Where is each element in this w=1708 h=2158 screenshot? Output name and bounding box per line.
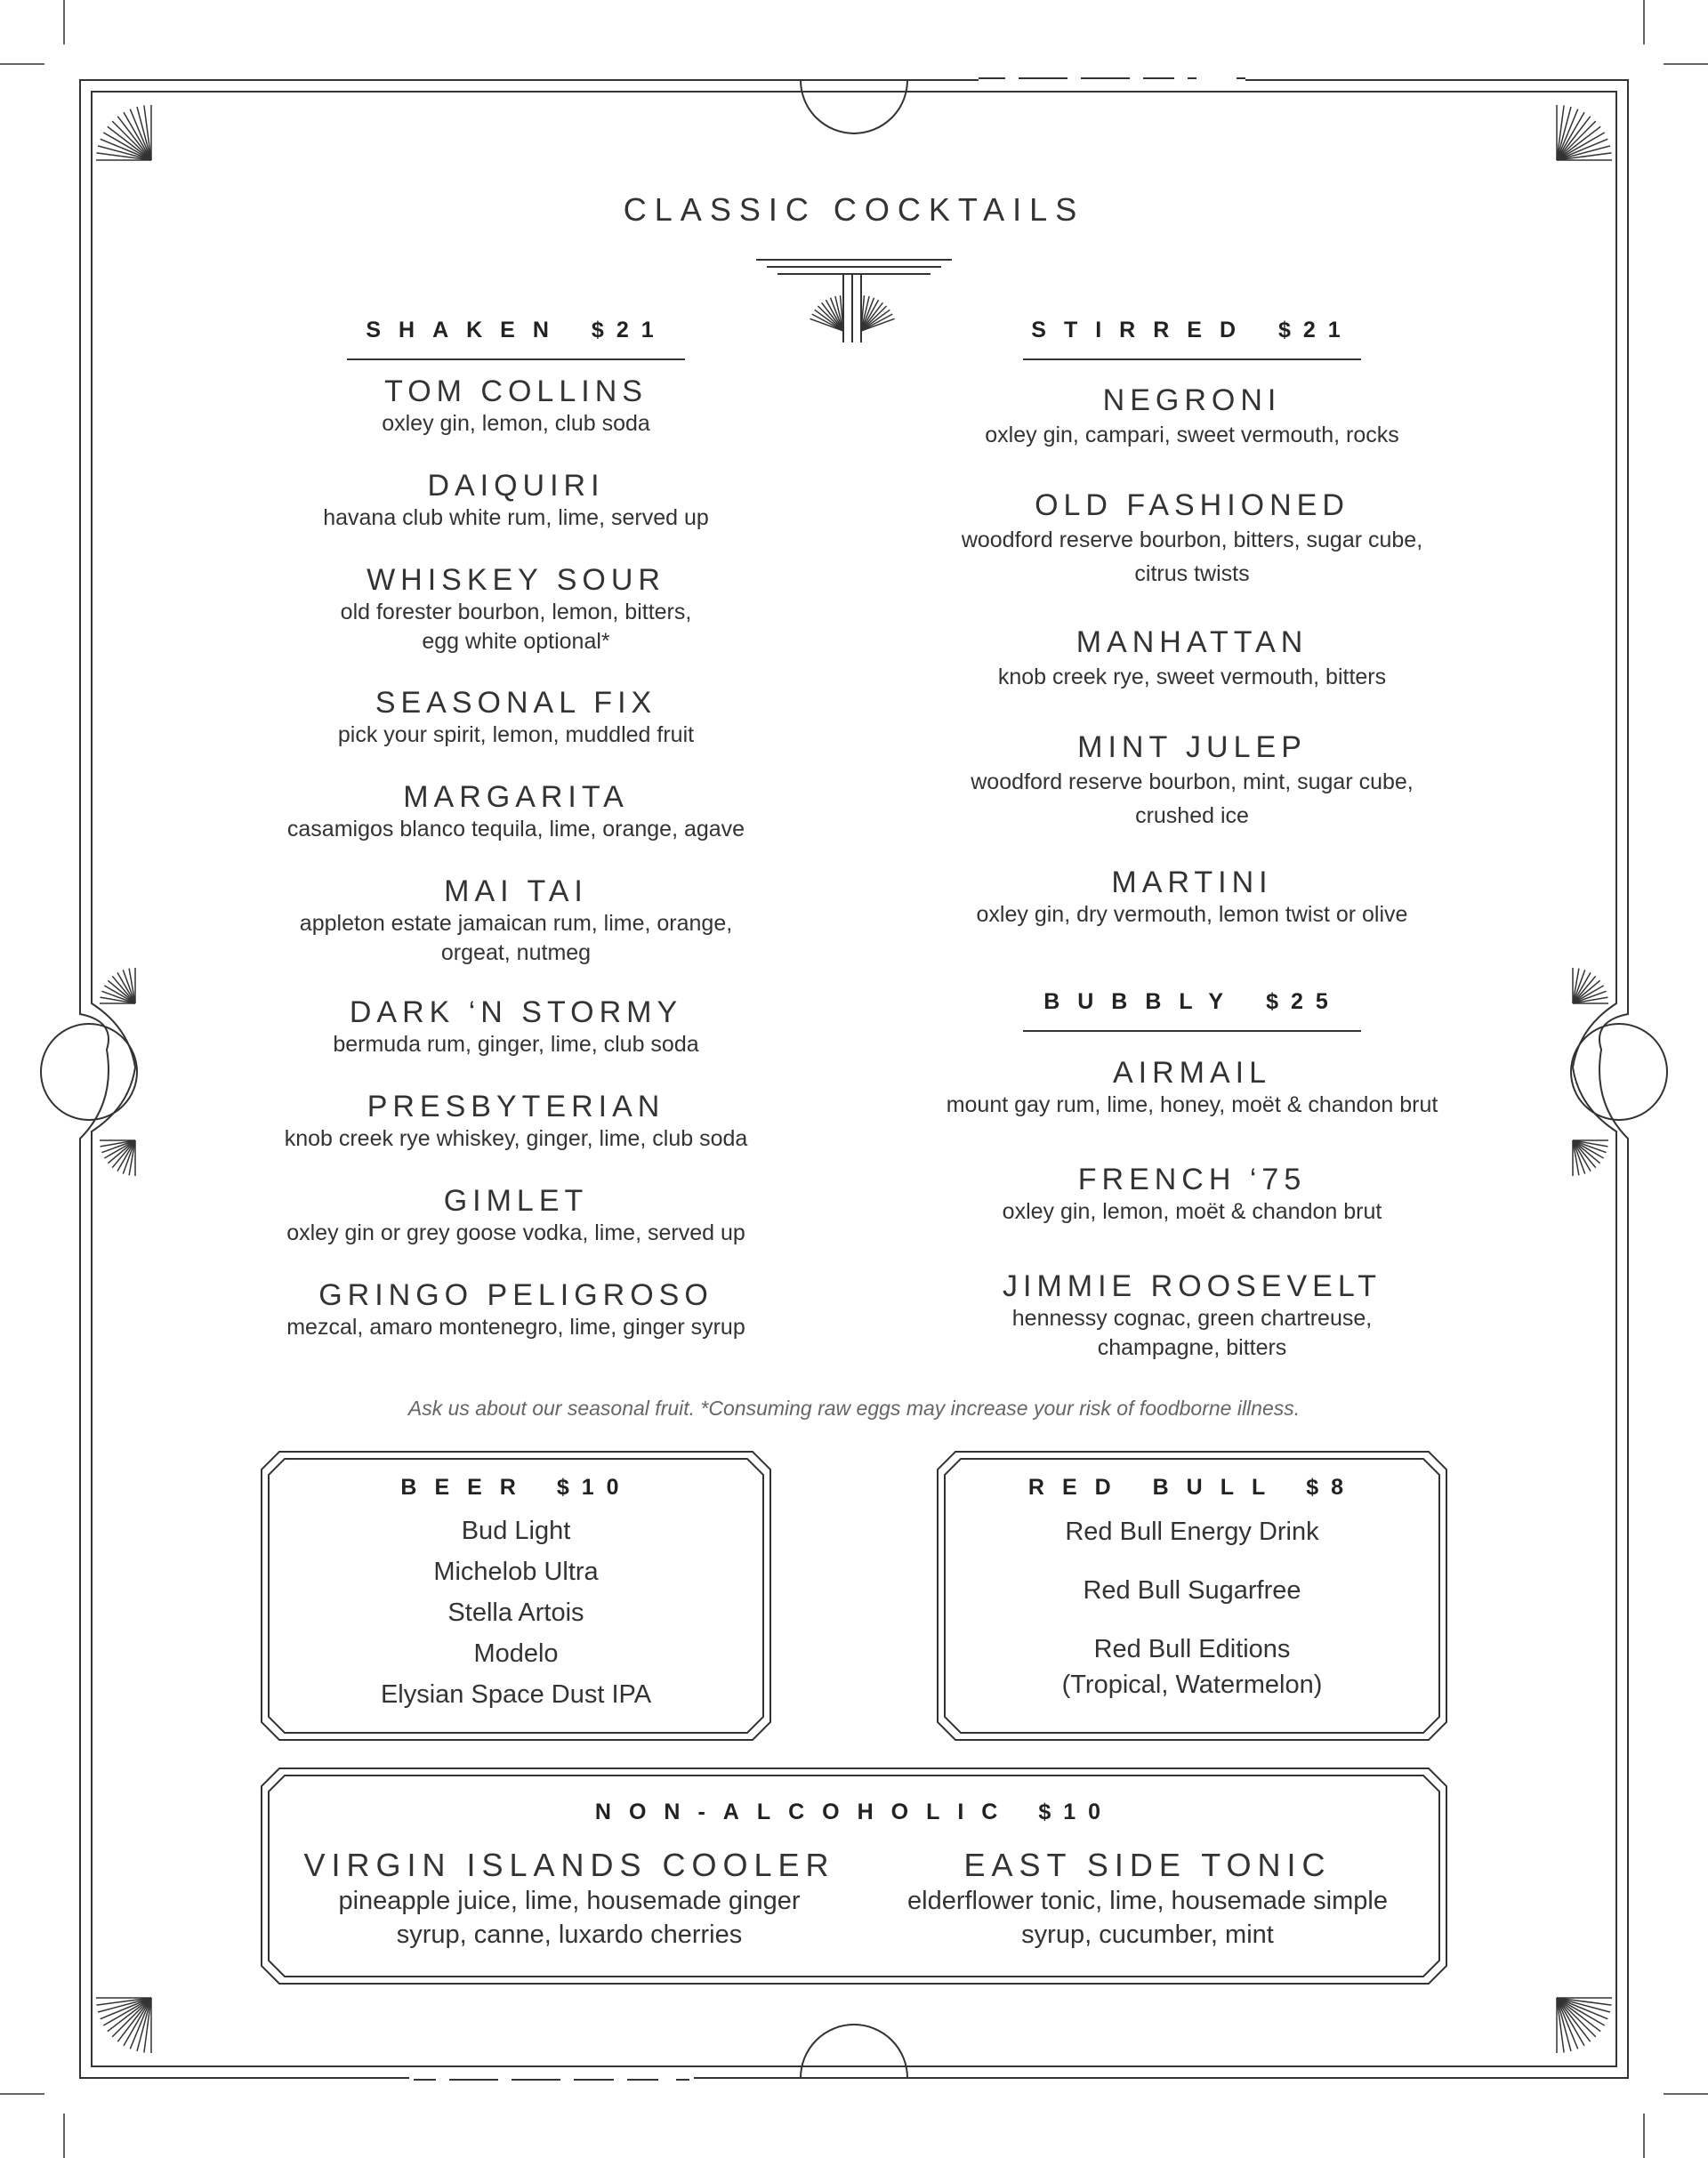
- list-item: [925, 865, 1459, 930]
- bubbly-heading: [1023, 989, 1361, 1015]
- item-name: DAIQUIRI: [427, 469, 605, 503]
- item-name: TOM COLLINS: [384, 374, 648, 408]
- item-name: GRINGO PELIGROSO: [318, 1278, 713, 1312]
- item-desc: syrup, cucumber, mint: [1021, 1920, 1274, 1949]
- item-name: SEASONAL FIX: [375, 686, 657, 720]
- stirred-heading: [1023, 318, 1361, 343]
- item-desc: elderflower tonic, lime, housemade simple: [907, 1887, 1388, 1915]
- allergy-note: Ask us about our seasonal fruit. *Consuming raw eggs may increase your risk of foodborne illness.: [407, 1397, 1301, 1420]
- list-item: [249, 562, 783, 656]
- item-desc: oxley gin, campari, sweet vermouth, rocks: [985, 423, 1399, 447]
- item-desc: pineapple juice, lime, housemade ginger: [338, 1887, 801, 1915]
- list-item: [925, 624, 1459, 694]
- item-name: VIRGIN ISLANDS COOLER: [303, 1847, 835, 1883]
- item-desc: woodford reserve bourbon, mint, sugar cube,: [971, 769, 1414, 794]
- item-name: GIMLET: [443, 1184, 589, 1218]
- list-item: (Tropical, Watermelon): [1061, 1671, 1323, 1699]
- sunburst-icon: [100, 968, 135, 1003]
- list-item: [925, 1268, 1459, 1363]
- stirred-heading-label: STIRRED: [1031, 318, 1253, 342]
- sunburst-icon: [100, 1140, 135, 1176]
- list-item: [925, 382, 1459, 452]
- beer-heading: [267, 1475, 765, 1501]
- list-item: [249, 1183, 783, 1248]
- item-name: WHISKEY SOUR: [367, 563, 665, 597]
- item-desc: syrup, canne, luxardo cherries: [396, 1920, 743, 1949]
- item-name: FRENCH ‘75: [1077, 1163, 1307, 1196]
- list-item: [249, 874, 783, 968]
- list-item: Elysian Space Dust IPA: [380, 1680, 652, 1709]
- nonalcoholic-heading-label: NON-ALCOHOLIC: [594, 1800, 1016, 1824]
- list-item: [925, 729, 1459, 833]
- item-name: MAI TAI: [444, 874, 588, 908]
- list-item: Bud Light: [461, 1517, 571, 1545]
- item-desc: citrus twists: [1134, 561, 1250, 586]
- page-title: CLASSIC COCKTAILS: [623, 191, 1085, 228]
- list-item: [872, 1847, 1423, 1952]
- item-desc: crushed ice: [1135, 803, 1249, 828]
- beer-list: [267, 1510, 765, 1715]
- redbull-heading: [943, 1475, 1441, 1501]
- item-name: MANHATTAN: [1076, 625, 1309, 659]
- list-item: [249, 468, 783, 533]
- sunburst-icon: [861, 295, 895, 331]
- item-desc: appleton estate jamaican rum, lime, orange,: [299, 911, 733, 936]
- beer-heading-label: BEER: [400, 1475, 534, 1500]
- list-item: [925, 1055, 1459, 1120]
- list-item: Modelo: [473, 1639, 559, 1668]
- sunburst-icon: [1573, 968, 1608, 1003]
- list-item: [249, 779, 783, 844]
- item-desc: champagne, bitters: [1097, 1335, 1287, 1360]
- list-item: [249, 1089, 783, 1154]
- redbull-list: [943, 1514, 1441, 1703]
- sunburst-icon: [810, 295, 843, 331]
- item-desc: oxley gin or grey goose vodka, lime, served up: [286, 1220, 745, 1245]
- nonalcoholic-price: $10: [1038, 1800, 1114, 1824]
- list-item: [249, 374, 783, 439]
- item-name: NEGRONI: [1102, 383, 1282, 417]
- sunburst-icon: [1573, 1140, 1608, 1176]
- item-desc: oxley gin, lemon, club soda: [382, 411, 650, 436]
- item-desc: hennessy cognac, green chartreuse,: [1011, 1306, 1373, 1331]
- shaken-price: $21: [591, 318, 666, 342]
- item-name: JIMMIE ROOSEVELT: [1003, 1269, 1382, 1303]
- list-item: [285, 1847, 854, 1952]
- list-item: [925, 1162, 1459, 1227]
- stirred-price: $21: [1278, 318, 1353, 342]
- item-name: OLD FASHIONED: [1035, 488, 1349, 522]
- item-desc: mount gay rum, lime, honey, moët & chandon brut: [946, 1092, 1438, 1117]
- item-desc: woodford reserve bourbon, bitters, sugar cube,: [961, 527, 1423, 552]
- list-item: [925, 487, 1459, 591]
- list-item: Red Bull Sugarfree: [1083, 1576, 1301, 1605]
- bubbly-heading-label: BUBBLY: [1043, 989, 1242, 1014]
- sunburst-icon: [96, 105, 151, 160]
- item-name: MARGARITA: [403, 780, 629, 814]
- item-desc: egg white optional*: [422, 629, 610, 654]
- item-desc: orgeat, nutmeg: [440, 940, 592, 965]
- item-name: MARTINI: [1111, 866, 1273, 899]
- redbull-heading-label: RED BULL: [1027, 1475, 1284, 1500]
- list-item: Red Bull Energy Drink: [1065, 1518, 1319, 1546]
- list-item: Stella Artois: [447, 1598, 584, 1627]
- bottom-semicircle: [801, 2025, 907, 2078]
- item-desc: knob creek rye, sweet vermouth, bitters: [997, 664, 1387, 689]
- sunburst-icon: [1557, 105, 1612, 160]
- shaken-heading: [347, 318, 685, 343]
- item-desc: bermuda rum, ginger, lime, club soda: [333, 1032, 699, 1057]
- item-name: AIRMAIL: [1112, 1056, 1272, 1090]
- item-desc: havana club white rum, lime, served up: [323, 505, 709, 530]
- sunburst-icon: [96, 1998, 151, 2053]
- list-item: [249, 1277, 783, 1342]
- item-desc: oxley gin, lemon, moët & chandon brut: [1002, 1199, 1382, 1224]
- item-desc: pick your spirit, lemon, muddled fruit: [337, 722, 695, 747]
- item-name: DARK ‘N STORMY: [349, 995, 683, 1029]
- list-item: Red Bull Editions: [1093, 1635, 1291, 1663]
- item-desc: oxley gin, dry vermouth, lemon twist or olive: [976, 902, 1408, 927]
- item-name: PRESBYTERIAN: [367, 1090, 665, 1123]
- nonalcoholic-heading: [267, 1800, 1441, 1825]
- item-desc: old forester bourbon, lemon, bitters,: [340, 600, 692, 624]
- list-item: Michelob Ultra: [433, 1558, 599, 1586]
- bubbly-price: $25: [1266, 989, 1341, 1014]
- beer-price: $10: [556, 1475, 632, 1500]
- sunburst-icon: [1557, 1998, 1612, 2053]
- item-desc: casamigos blanco tequila, lime, orange, agave: [286, 817, 745, 841]
- shaken-heading-label: SHAKEN: [366, 318, 567, 342]
- redbull-price: $8: [1306, 1475, 1357, 1500]
- item-desc: knob creek rye whiskey, ginger, lime, club soda: [284, 1126, 748, 1151]
- item-name: MINT JULEP: [1077, 730, 1307, 764]
- item-desc: mezcal, amaro montenegro, lime, ginger syrup: [286, 1315, 745, 1340]
- list-item: [249, 685, 783, 750]
- top-semicircle: [801, 80, 907, 133]
- title-ornament: [756, 260, 952, 342]
- list-item: [249, 994, 783, 1059]
- item-name: EAST SIDE TONIC: [963, 1847, 1332, 1883]
